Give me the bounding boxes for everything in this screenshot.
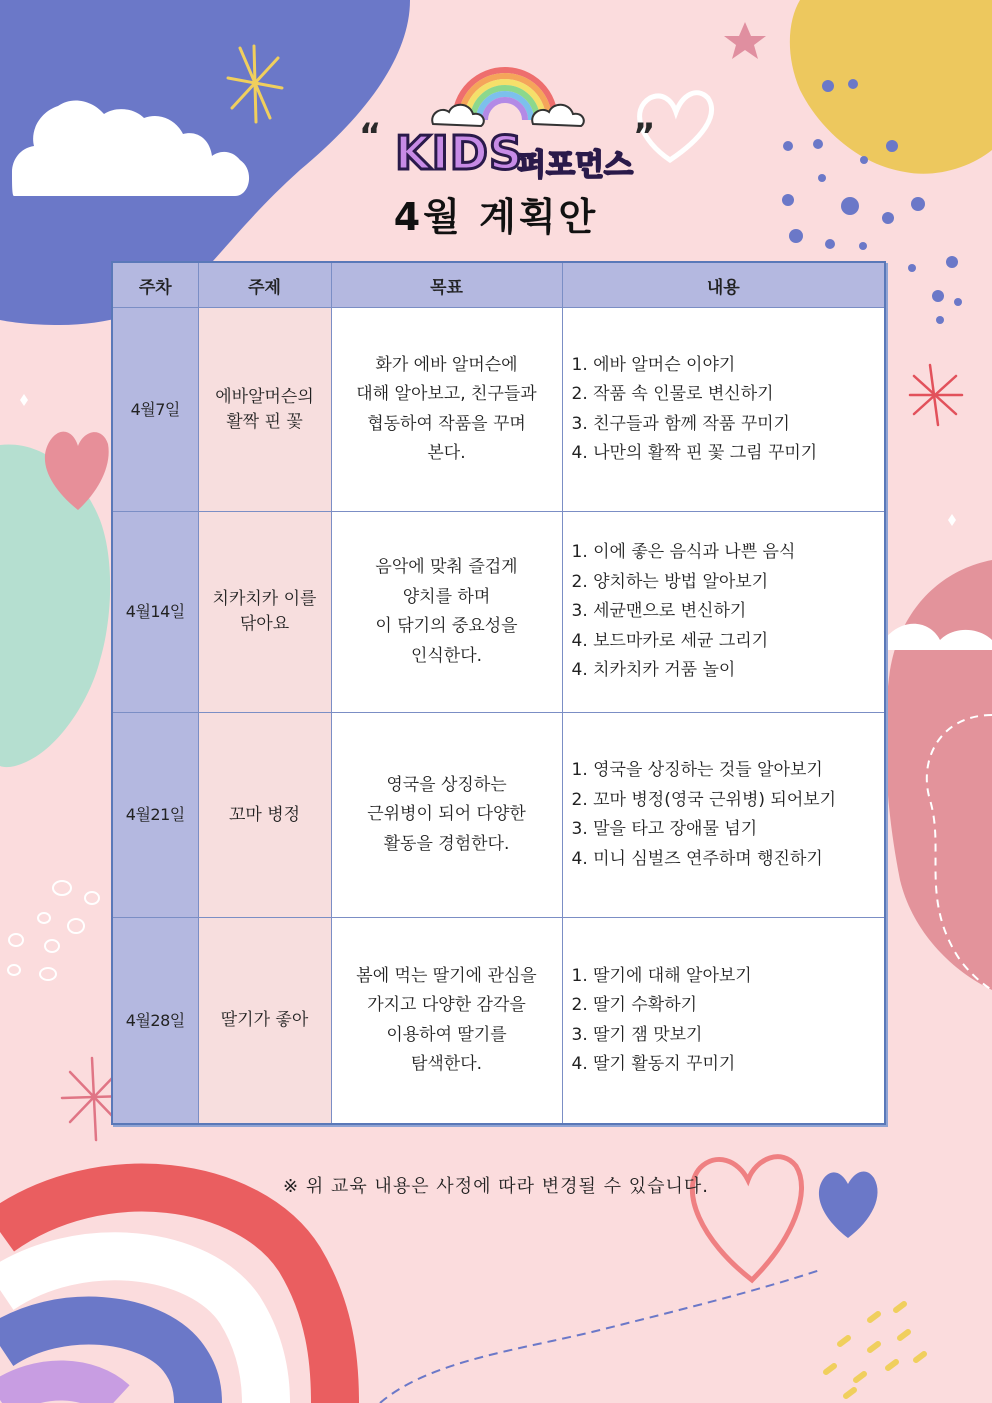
week-cell: 4월21일 (112, 713, 198, 918)
goal-line: 탐색한다. (410, 1054, 483, 1074)
column-header-content: 내용 (562, 262, 885, 308)
list-item: 2. 작품 속 인물로 변신하기 (571, 384, 774, 404)
table-row (112, 918, 885, 1125)
list-item: 4. 치카치카 거품 놀이 (571, 660, 736, 681)
content-cell (562, 308, 885, 512)
list-item: 1. 영국을 상징하는 것들 알아보기 (571, 760, 823, 780)
pink-blob-shape (885, 560, 992, 990)
list-item: 3. 친구들과 함께 작품 꾸미기 (571, 413, 790, 434)
list-item: 1. 이에 좋은 음식과 나쁜 음식 (571, 542, 796, 563)
goal-line: 대해 알아보고, 친구들과 (356, 384, 537, 404)
content-cell (562, 918, 885, 1125)
list-item: 3. 말을 타고 장애물 넘기 (571, 819, 758, 839)
goal-line: 협동하여 작품을 꾸며 (367, 413, 526, 434)
plan-table (111, 261, 886, 1125)
list-item: 2. 딸기 수확하기 (571, 995, 698, 1015)
notice-text: ※ 위 교육 내용은 사정에 따라 변경될 수 있습니다. (283, 1176, 709, 1197)
logo-performance-text: 퍼포먼스 (517, 148, 633, 183)
content-list (572, 756, 877, 874)
list-item: 1. 딸기에 대해 알아보기 (571, 965, 752, 986)
goal-line: 음악에 맞춰 즐겁게 (375, 557, 518, 577)
topic-cell (198, 918, 331, 1125)
circles-cluster (8, 881, 99, 980)
topic-line: 치카치카 이를 (212, 589, 317, 609)
red-sparkle-shape (910, 365, 962, 425)
goal-line: 활동을 경험한다. (383, 833, 510, 854)
topic-line: 닦아요 (239, 614, 290, 634)
logo-quote-close: ” (633, 116, 656, 156)
dashed-line-shape (380, 1270, 820, 1403)
table-row (112, 308, 885, 512)
goal-line: 영국을 상징하는 (386, 774, 507, 795)
topic-line: 꼬마 병정 (228, 804, 301, 825)
goal-line: 양치를 하며 (402, 586, 491, 607)
column-header-topic: 주제 (198, 262, 331, 308)
list-item: 4. 나만의 활짝 핀 꽃 그림 꾸미기 (571, 443, 818, 463)
column-header-week: 주차 (112, 262, 198, 308)
table-row (112, 512, 885, 713)
content-list (572, 351, 877, 469)
list-item: 1. 에바 알머슨 이야기 (571, 354, 736, 375)
column-header-goal: 목표 (331, 262, 562, 308)
content-cell (562, 713, 885, 918)
goal-line: 화가 에바 알머슨에 (375, 354, 518, 375)
topic-cell (198, 512, 331, 713)
goal-cell (331, 308, 562, 512)
list-item: 3. 세균맨으로 변신하기 (571, 601, 747, 622)
mint-blob-shape (0, 444, 110, 767)
week-cell: 4월28일 (112, 918, 198, 1125)
rainbow-arc-shape (0, 1188, 335, 1403)
goal-line: 봄에 먹는 딸기에 관심을 (356, 965, 537, 986)
table-header-row (112, 262, 885, 308)
list-item: 2. 꼬마 병정(영국 근위병) 되어보기 (571, 789, 837, 810)
topic-line: 딸기가 좋아 (220, 1010, 309, 1030)
topic-cell (198, 713, 331, 918)
yellow-dashes-shape (826, 1304, 924, 1396)
goal-line: 근위병이 되어 다양한 (367, 804, 526, 825)
list-item: 3. 딸기 잼 맛보기 (571, 1024, 703, 1045)
topic-line: 활짝 핀 꽃 (226, 411, 303, 432)
logo-kids-text: KIDS (395, 126, 524, 180)
goal-cell (331, 713, 562, 918)
week-cell: 4월7일 (112, 308, 198, 512)
week-cell: 4월14일 (112, 512, 198, 713)
goal-line: 이용하여 딸기를 (386, 1024, 507, 1045)
goal-line: 이 닦기의 중요성을 (375, 616, 518, 636)
goal-line: 인식한다. (410, 645, 483, 666)
goal-line: 가지고 다양한 감각을 (367, 995, 526, 1015)
kids-performance-logo (355, 58, 655, 193)
content-list (572, 962, 877, 1080)
content-cell (562, 512, 885, 713)
goal-cell (331, 512, 562, 713)
list-item: 2. 양치하는 방법 알아보기 (571, 571, 769, 592)
topic-line: 에바알머슨의 (215, 386, 314, 407)
logo-quote-open: “ (359, 116, 382, 156)
list-item: 4. 미니 심벌즈 연주하며 행진하기 (571, 848, 823, 869)
list-item: 4. 딸기 활동지 꾸미기 (571, 1054, 736, 1074)
list-item: 4. 보드마카로 세균 그리기 (571, 630, 769, 651)
content-list (572, 538, 877, 686)
goal-cell (331, 918, 562, 1125)
topic-cell (198, 308, 331, 512)
table-row (112, 713, 885, 918)
star-shape (724, 22, 766, 59)
page-title: 4월 계획안 (393, 195, 599, 239)
goal-line: 본다. (427, 443, 466, 463)
